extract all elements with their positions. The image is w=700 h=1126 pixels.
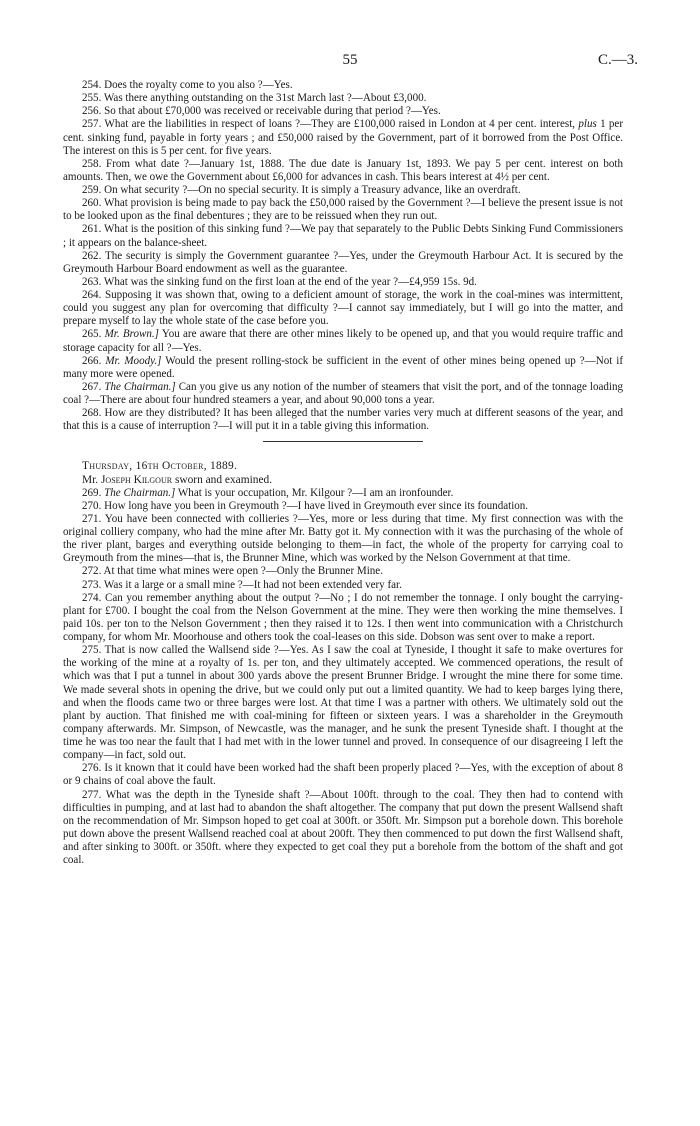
q269-text: What is your occupation, Mr. Kilgour ?—I am an ironfounder.: [177, 486, 454, 499]
question-258: 258. From what date ?—January 1st, 1888. The due date is January 1st, 1893. We pay 5 per cent. interest on both amounts. Then, we owe the Government about £6,000 for advances in cash. This bears interest at 4½ per cent.: [63, 157, 623, 183]
question-268: 268. How are they distributed? It has been alleged that the number varies very much at different seasons of the year, and that this is a cause of interruption ?—I will put it in a table giving this information.: [63, 407, 623, 433]
question-259: 259. On what security ?—On no special security. It is simply a Treasury advance, like an overdraft.: [82, 184, 521, 196]
document-reference: C.—3.: [597, 52, 638, 68]
question-257: [63, 118, 623, 157]
witness-status: sworn and examined.: [174, 473, 273, 486]
question-256: 256. So that about £70,000 was received or receivable during that period ?—Yes.: [82, 105, 441, 118]
question-275: 275. That is now called the Wallsend side ?—Yes. As I saw the coal at Tyneside, I thought it safe to make overtures for the working of the mine at a royalty of 1s. per ton, and they ultimately accepted. We commenced operations, the result of which was that I put a tunnel in about 300 yards above the present Brunner Bridge. I wrought the mine there for some time. We made several shots in opening the drive, but we could only put out a limited quantity. We had to keep barges lying there, and when the floods came two or three barges were lost. At that time I was a partner with others. We ultimately sold out the plant by auction. That finished me with coal-mining for fifteen or sixteen years. I was a shareholder in the Greymouth company afterwards. Mr. Simpson, of Newcastle, was the manager, and he sunk the present Tyneside shaft. I thought at the time he was too near the fault that I had met with in the lower tunnel and proved. In consequence of our disagreeing I left the company—in fact, sold out.: [63, 644, 623, 762]
question-271: 271. You have been connected with collieries ?—Yes, more or less during that time. My first connection was with the original colliery company, who had the mine after Mr. Batty got it. My connection with it was the purchasing of the whole of the river plant, barges and everything outside belonging to them—in fact, the whole of the property for carrying coal to Greymouth from the mines—that is, the Brunner Mine, which was worked by the Nelson Government at that time.: [63, 512, 623, 565]
question-276: 276. Is it known that it could have been worked had the shaft been properly placed ?—Yes, with the exception of about 8 or 9 chains of coal above the fault.: [63, 762, 623, 788]
q266-number: 266.: [82, 354, 102, 367]
q265-speaker: Mr. Brown.]: [104, 328, 159, 341]
page-body: [63, 79, 623, 867]
q257-text-a: 257. What are the liabilities in respect of loans ?—They are £100,000 raised in London at 4 per cent. interest,: [82, 118, 576, 131]
q265-number: 265.: [82, 328, 102, 341]
question-255: 255. Was there anything outstanding on the 31st March last ?—About £3,000.: [82, 92, 427, 105]
question-267: [63, 381, 623, 407]
witness-name: Joseph Kilgour: [101, 473, 173, 486]
page-number: 55: [342, 52, 358, 68]
q257-text-b: 1 per cent. sinking fund, payable in forty years ; and £50,000 raised by the Government, part of it borrowed from the Post Office. The interest on this is 5 per cent. for five years.: [63, 118, 624, 157]
q266-speaker: Mr. Moody.]: [105, 354, 162, 367]
q257-italic-plus: plus: [578, 118, 597, 131]
question-262: 262. The security is simply the Government guarantee ?—Yes, under the Greymouth Harbour Act. It is secured by the Greymouth Harbour Board endowment as well as the guarantee.: [63, 249, 623, 275]
question-265: [63, 328, 623, 354]
question-270: 270. How long have you been in Greymouth ?—I have lived in Greymouth ever since its foundation.: [82, 499, 529, 512]
q267-number: 267.: [82, 380, 102, 393]
q265-text: You are aware that there are other mines likely to be opened up, and that you would require traffic and storage capacity for all ?—Yes.: [63, 328, 624, 354]
question-269: [63, 487, 623, 500]
question-263: 263. What was the sinking fund on the first loan at the end of the year ?—£4,959 15s. 9d.: [82, 275, 477, 288]
q269-speaker: The Chairman.]: [104, 486, 176, 499]
q267-text: Can you give us any notion of the number of steamers that visit the port, and of the tonnage loading coal ?—There are about four hundred steamers a year, and about 90,000 tons a year.: [63, 380, 624, 406]
question-261: 261. What is the position of this sinking fund ?—We pay that separately to the Public Debts Sinking Fund Commissioners ; it appears on the balance-sheet.: [63, 223, 623, 249]
question-254: 254. Does the royalty come to you also ?—Yes.: [82, 79, 293, 91]
q267-speaker: The Chairman.]: [104, 380, 176, 393]
question-260: 260. What provision is being made to pay back the £50,000 raised by the Government ?—I believe the present issue is not to be looked upon as the final debentures ; they are to be reissued when they run out.: [63, 197, 623, 223]
question-274: 274. Can you remember anything about the output ?—No ; I do not remember the tonnage. I only bought the carrying-plant for £700. I bought the coal from the Nelson Government at the mine. They were then working the mine themselves. I paid 10s. per ton to the Nelson Government ; then they raised it to 12s. I then went into communication with a Christchurch company, for whom Mr. Moorhouse and others took the coal-leases on this side. Dobson was sent over to make a report.: [63, 591, 623, 643]
question-277: 277. What was the depth in the Tyneside shaft ?—About 100ft. through to the coal. They then had to contend with difficulties in pumping, and at last had to abandon the shaft altogether. The company that put down the present Wallsend shaft on the recommendation of Mr. Simpson hoped to get coal at 300ft. or 350ft. Mr. Simpson put a borehole down. This borehole put down above the present Wallsend reached coal at about 200ft. They then commenced to put down the first Wallsend shaft, and after sinking to 300ft. or 350ft. where they expected to get coal they put a borehole from the bottom of the shaft and got coal.: [63, 788, 623, 867]
q266-text: Would the present rolling-stock be sufficient in the event of other mines being opened up ?—Not if many more were opened.: [63, 354, 624, 380]
question-273: 273. Was it a large or a small mine ?—It had not been extended very far.: [82, 578, 402, 591]
question-272: 272. At that time what mines were open ?—Only the Brunner Mine.: [82, 565, 383, 578]
question-264: 264. Supposing it was shown that, owing to a deficient amount of storage, the work in the coal-mines was intermittent, could you suggest any plan for overcoming that difficulty ?—I cannot say immediately, but I will go into the matter, and prepare myself to lay the whole state of the case before you.: [63, 289, 623, 328]
date-heading: Thursday, 16th October, 1889.: [82, 460, 238, 473]
witness-title: Mr.: [82, 473, 99, 486]
section-divider: [263, 441, 423, 442]
witness-line: [63, 474, 623, 487]
q269-number: 269.: [82, 486, 102, 499]
question-266: [63, 355, 623, 381]
